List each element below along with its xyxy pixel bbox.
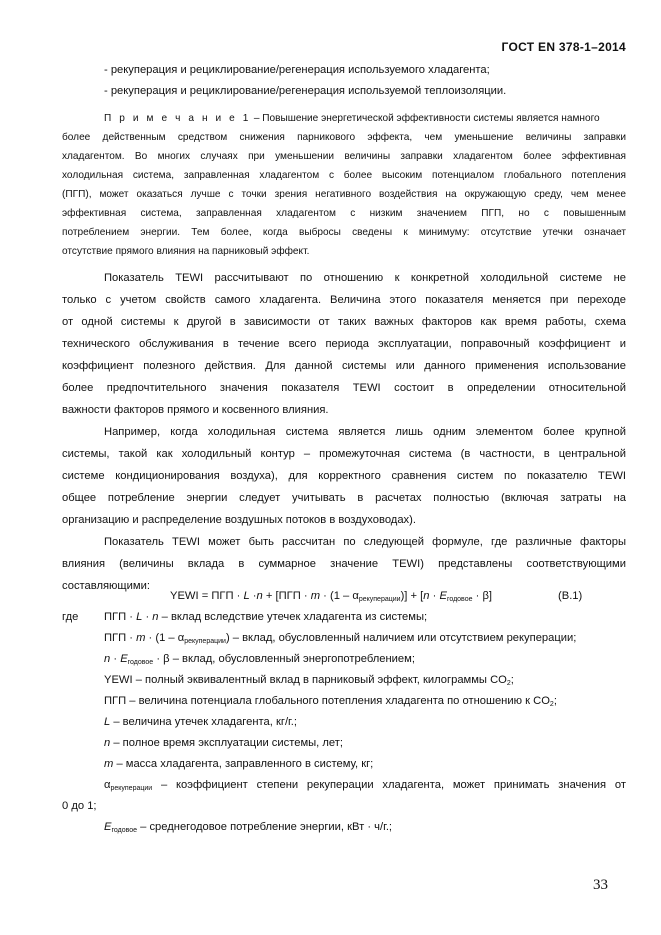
definition-line: 0 до 1; (62, 800, 97, 812)
paragraph-line: более предпочтительного значения показателя TEWI состоит в определении относительной (62, 382, 626, 394)
note-line: (ПГП), может оказаться лучше с точки зрения негативного воздействия на окружающую среду, чем менее (62, 189, 626, 200)
paragraph-line: технического обслуживания в течение всего периода эксплуатации, поправочный коэффициент и (62, 338, 626, 350)
note-line: более действенным средством снижения парникового эффекта, чем уменьшение величины заправки (62, 132, 626, 143)
note-text: – Повышение энергетической эффективности системы является намного (253, 113, 600, 124)
paragraph-line: влияния (величины вклада в суммарное значение TEWI) представлены соответствующими (62, 558, 626, 570)
note-first-line (104, 113, 600, 125)
definition-line: L – величина утечек хладагента, кг/г.; (104, 716, 297, 728)
paragraph-line: Показатель TEWI рассчитывают по отношению к конкретной холодильной системе не (104, 272, 626, 284)
definition-line: ПГП · $m \cdot (1 - \alpha_{рекуперации})$ – вклад, обусловленный наличием или отсутствием рекуперации; (104, 632, 577, 645)
definition-line: YEWI – полный эквивалентный вклад в парниковый эффект, килограммы $CO_2$; (104, 674, 514, 687)
paragraph-line: организацию и распределение воздушных потоков в воздуховодах). (62, 514, 416, 526)
note-line: отсутствие прямого влияния на парниковый эффект. (62, 246, 310, 257)
note-label: П р и м е ч а н и е 1 (104, 113, 252, 124)
paragraph-line: системе кондиционирования воздуха), для корректного сравнения систем по показателю TEWI (62, 470, 626, 482)
note-line: потреблением энергии. Тем более, когда выбросы сведены к минимуму: отсутствие утечки означает (62, 227, 626, 238)
paragraph-line: от одной системы к другой в зависимости от таких важных факторов как время работы, схема (62, 316, 626, 328)
paragraph-line: коэффициент полезного действия. Для данной системы или данного применения использование (62, 360, 626, 372)
paragraph-line: Показатель TEWI может быть рассчитан по следующей формуле, где различные факторы (104, 536, 626, 548)
definition-line: n – полное время эксплуатации системы, лет; (104, 737, 344, 749)
definition-line: ПГП · L · n – вклад вследствие утечек хладагента из системы; (104, 611, 428, 623)
paragraph-line: только с учетом свойств самого хладагента. Величина этого показателя меняется при переходе (62, 294, 626, 306)
definition-line: $E_{годовое}$ – среднегодовое потребление энергии, кВт · ч/г.; (104, 821, 393, 834)
standard-code: ГОСТ EN 378-1–2014 (501, 40, 626, 54)
bullet-item: - рекуперация и рециклирование/регенерация используемой теплоизоляции. (104, 85, 507, 97)
equation-number: (В.1) (558, 590, 583, 602)
where-label: где (62, 611, 79, 623)
bullet-item: - рекуперация и рециклирование/регенерация используемого хладагента; (104, 64, 490, 76)
note-line: холодильная система, заправленная хладагентом с более высоким потенциалом глобального потепления (62, 170, 626, 181)
definition-line: m – масса хладагента, заправленного в систему, кг; (104, 758, 374, 770)
note-line: хладагентом. Во многих случаях при уменьшении величины заправки хладагентом более эффективная (62, 151, 626, 162)
paragraph-line: системы, такой как холодильный контур – промежуточная система (в частности, в центральной (62, 448, 626, 460)
paragraph-line: Например, когда холодильная система является лишь одним элементом более крупной (104, 426, 626, 438)
paragraph-line: общее потребление энергии следует учитывать в расчетах полностью (включая затраты на (62, 492, 626, 504)
page-number: 33 (593, 877, 608, 893)
definition-line: $\alpha_{рекуперации}$ – коэффициент степени рекуперации хладагента, может принимать значения от (104, 779, 626, 792)
definition-line: ПГП – величина потенциала глобального потепления хладагента по отношению к $CO_2$; (104, 695, 557, 708)
paragraph-line: важности факторов прямого и косвенного влияния. (62, 404, 329, 416)
note-line: эффективная система, заправленная хладагентом с низким значением ПГП, но с повышенным (62, 208, 626, 219)
paragraph-line: составляющими: (62, 580, 150, 592)
definition-line: $n \cdot E_{годовое} \cdot \beta$ – вклад, обусловленный энергопотреблением; (104, 653, 415, 666)
equation: YEWI = ПГП · $L \cdot n + [ПГП \cdot m \cdot (1 - \alpha_{рекуперации})] + [n \cdot E_{годовое} \cdot \beta]$ (170, 590, 492, 603)
